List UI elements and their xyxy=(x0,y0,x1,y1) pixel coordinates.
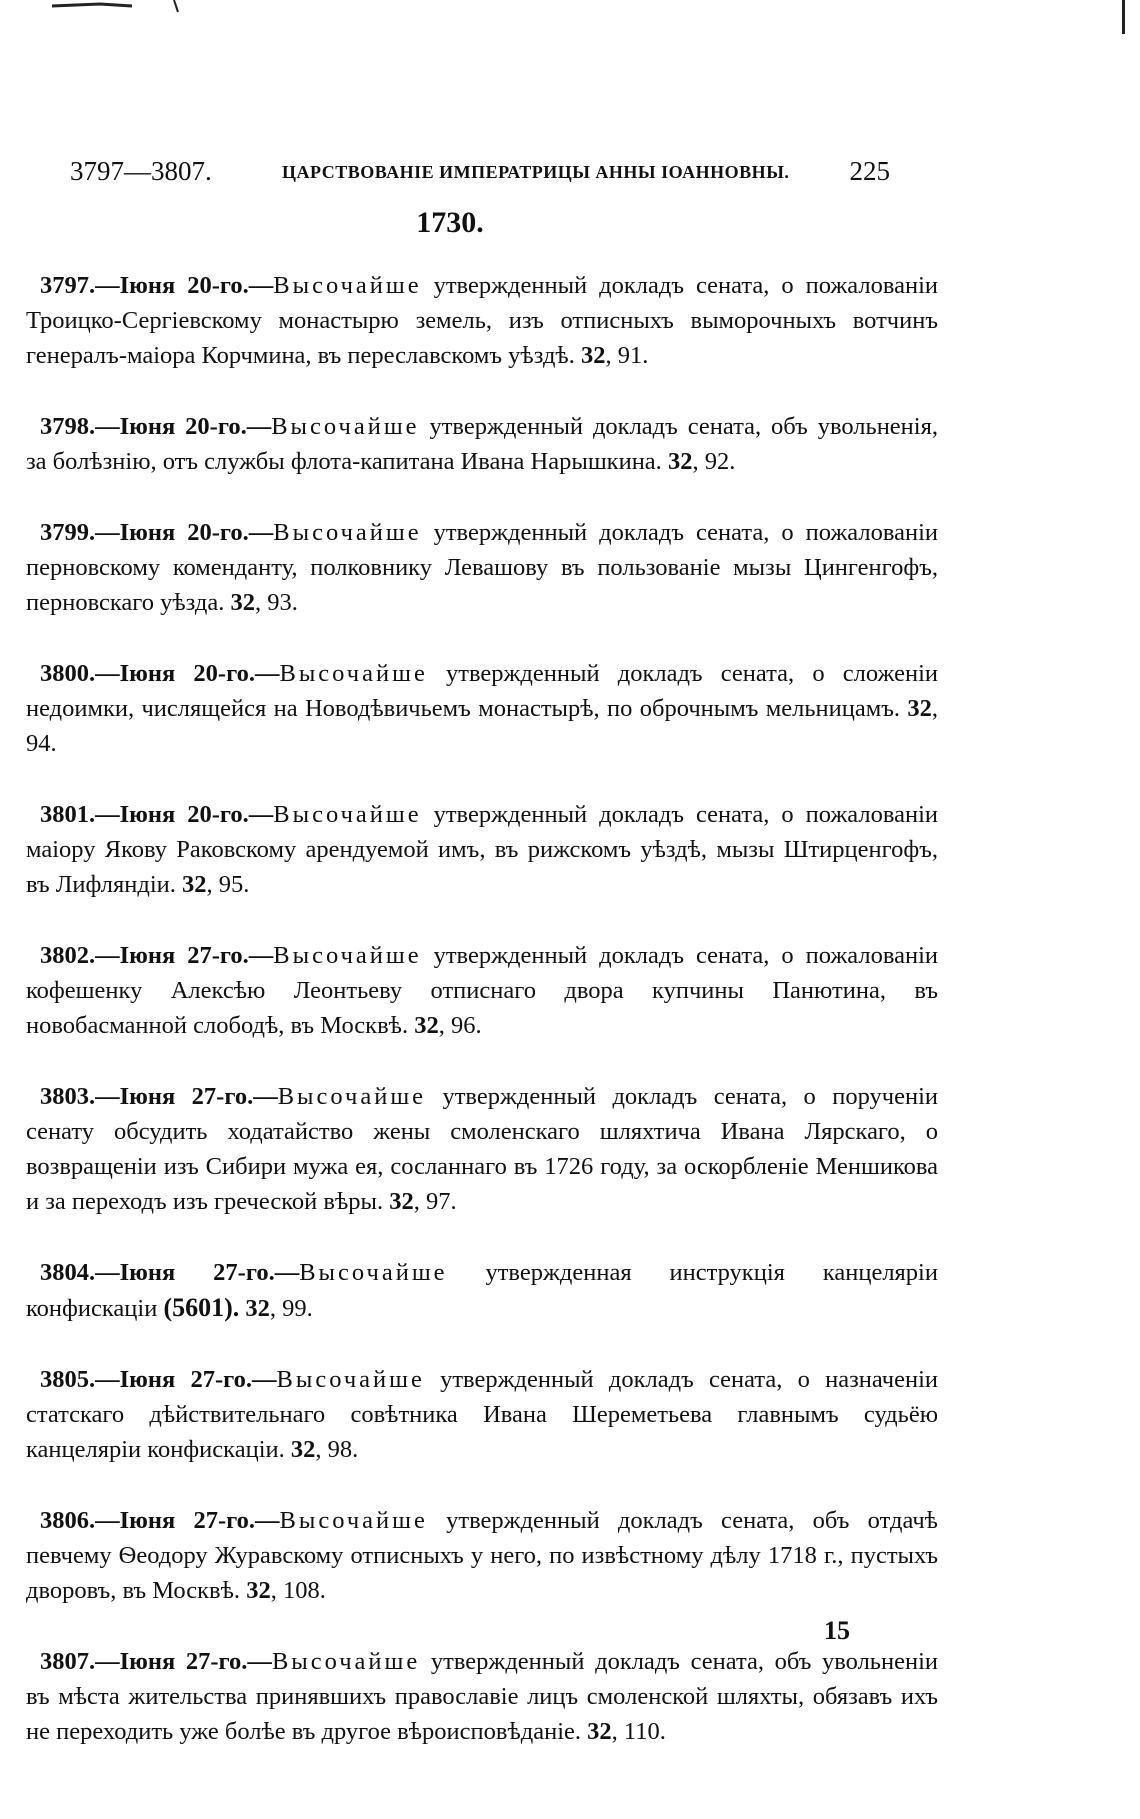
entry-number: 3798. xyxy=(40,413,96,440)
entry-text: утвержденный докладъ сената, о порученіи сенату обсудить ходатайство жены смоленскаго шляхтича Ивана Лярскаго, о возвращеніи изъ Сибири мужа ея, сосланнаго въ 1726 году, за оскорбленіе Меншикова и за переходъ изъ греческой вѣры. xyxy=(26,1083,938,1215)
entry-text: утвержденный докладъ сената, объ увольненія, за болѣзнію, отъ службы флота-капитана Ивана Нарышкина. xyxy=(26,413,938,475)
entry-decree: Высочайше xyxy=(273,801,422,828)
entry-date: —Іюня 27-го.— xyxy=(95,942,274,969)
entry-text: утвержденный докладъ сената, о пожалованіи Троицко-Сергіевскому монастырю земель, изъ отписныхъ выморочныхъ вотчинъ генералъ-маіора Корчмина, въ переславскомъ уѣздѣ. xyxy=(26,272,938,369)
entry-decree: Высочайше xyxy=(276,1366,425,1393)
entry-3805 xyxy=(26,1362,938,1467)
entry-number: 3801. xyxy=(40,801,96,828)
entry-3799 xyxy=(26,515,938,620)
running-header xyxy=(70,152,890,192)
entry-number: 3807. xyxy=(40,1648,96,1675)
entry-page: , 99. xyxy=(269,1295,313,1322)
entry-decree: Высочайше xyxy=(273,942,422,969)
entry-date: —Іюня 20-го.— xyxy=(95,519,274,546)
entry-number: 3803. xyxy=(40,1083,96,1110)
entry-3803 xyxy=(26,1079,938,1219)
entry-page: , 110. xyxy=(611,1718,666,1745)
entry-date: —Іюня 27-го.— xyxy=(95,1366,277,1393)
entry-page: , 92. xyxy=(692,448,736,475)
entry-date: —Іюня 20-го.— xyxy=(95,660,280,687)
running-title: ЦАРСТВОВАНІЕ ИМПЕРАТРИЦЫ АННЫ ІОАННОВНЫ. xyxy=(282,162,790,182)
entry-3800 xyxy=(26,656,938,761)
entry-number: 3800. xyxy=(40,660,96,687)
entry-3804 xyxy=(26,1255,938,1326)
entry-date: —Іюня 27-го.— xyxy=(95,1648,272,1675)
entry-volume: 32 xyxy=(580,342,606,369)
entry-range: 3797—3807. xyxy=(70,156,212,186)
scan-artifact-mark xyxy=(52,0,182,14)
entry-3807 xyxy=(26,1644,938,1749)
entry-text: утвержденный докладъ сената, о назначеніи статскаго дѣйствительнаго совѣтника Ивана Шереметьева главнымъ судьёю канцеляріи конфискаціи. xyxy=(26,1366,938,1463)
entry-date: —Іюня 27-го.— xyxy=(95,1507,280,1534)
entry-text: утвержденный докладъ сената, о сложеніи недоимки, числящейся на Новодѣвичьемъ монастырѣ, по оброчнымъ мельницамъ. xyxy=(26,660,938,722)
entry-number: 3799. xyxy=(40,519,96,546)
entry-number: 3804. xyxy=(40,1259,96,1286)
entry-number: 3806. xyxy=(40,1507,96,1534)
entry-text: утвержденный докладъ сената, о пожалованіи кофешенку Алексѣю Леонтьеву отписнаго двора купчины Панютина, въ новобасманной слободѣ, въ Москвѣ. xyxy=(26,942,938,1039)
entry-decree: Высочайше xyxy=(279,1507,428,1534)
entry-decree: Высочайше xyxy=(273,519,422,546)
entry-date: —Іюня 20-го.— xyxy=(95,413,272,440)
entry-3802 xyxy=(26,938,938,1043)
entry-decree: Высочайше xyxy=(271,413,420,440)
entry-decree: Высочайше xyxy=(271,1648,421,1675)
page-number: 225 xyxy=(849,156,890,186)
entry-3797 xyxy=(26,268,938,373)
entry-page: , 108. xyxy=(270,1577,326,1604)
entry-page: , 96. xyxy=(438,1012,482,1039)
entry-volume: 32 xyxy=(587,1718,612,1745)
entry-decree: Высочайше xyxy=(273,272,422,299)
entry-volume: 32 xyxy=(389,1188,414,1215)
entry-date: —Іюня 27-го.— xyxy=(95,1083,278,1110)
entry-number: 3797. xyxy=(40,272,96,299)
entry-text: утвержденный докладъ сената, о пожалованіи маіору Якову Раковскому арендуемой имъ, въ рижскомъ уѣздѣ, мызы Штирценгофъ, въ Лифляндіи. xyxy=(26,801,938,898)
entry-date: —Іюня 27-го.— xyxy=(95,1259,300,1286)
entry-date: —Іюня 20-го.— xyxy=(95,272,274,299)
entry-volume: 32 xyxy=(290,1436,316,1463)
entry-3806 xyxy=(26,1503,938,1608)
entry-decree: Высочайше xyxy=(277,1083,427,1110)
entry-page: , 95. xyxy=(206,871,250,898)
entry-reference: (5601). xyxy=(163,1293,240,1322)
entry-text: утвержденный докладъ сената, объ отдачѣ певчему Ѳеодору Журавскому отписныхъ у него, по извѣстному дѣлу 1718 г., пустыхъ дворовъ, въ Москвѣ. xyxy=(26,1507,938,1604)
entry-page: , 94. xyxy=(26,695,938,757)
entry-page: , 97. xyxy=(413,1188,457,1215)
entry-volume: 32 xyxy=(246,1577,271,1604)
entry-text: утвержденная инструкція канцеляріи конфискаціи xyxy=(26,1259,938,1322)
entry-volume: 32 xyxy=(907,695,932,722)
printer-signature: 15 xyxy=(824,1616,850,1645)
entry-decree: Высочайше xyxy=(299,1259,448,1286)
entry-number: 3805. xyxy=(40,1366,96,1393)
entry-date: —Іюня 20-го.— xyxy=(95,801,274,828)
entry-3801 xyxy=(26,797,938,902)
entry-page: , 93. xyxy=(255,589,298,616)
entry-text: утвержденный докладъ сената, объ увольненіи въ мѣста жительства принявшихъ православіе лицъ смоленской шляхты, обязавъ ихъ не переходить уже болѣе въ другое вѣроисповѣданіе. xyxy=(26,1648,938,1745)
entry-volume: 32 xyxy=(245,1295,270,1322)
entry-volume: 32 xyxy=(181,871,207,898)
entry-3798 xyxy=(26,409,938,479)
entry-volume: 32 xyxy=(667,448,693,475)
year-heading: 1730. xyxy=(416,206,484,239)
entry-text: утвержденный докладъ сената, о пожалованіи перновскому коменданту, полковнику Левашову въ пользованіе мызы Цингенгофъ, перновскаго уѣзда. xyxy=(26,519,938,616)
entry-decree: Высочайше xyxy=(279,660,428,687)
entry-volume: 32 xyxy=(414,1012,439,1039)
scan-edge-line xyxy=(1122,0,1125,34)
entry-page: , 98. xyxy=(315,1436,359,1463)
entry-number: 3802. xyxy=(40,942,96,969)
entry-volume: 32 xyxy=(230,589,255,616)
entry-page: , 91. xyxy=(605,342,649,369)
entries-list xyxy=(26,268,938,1785)
